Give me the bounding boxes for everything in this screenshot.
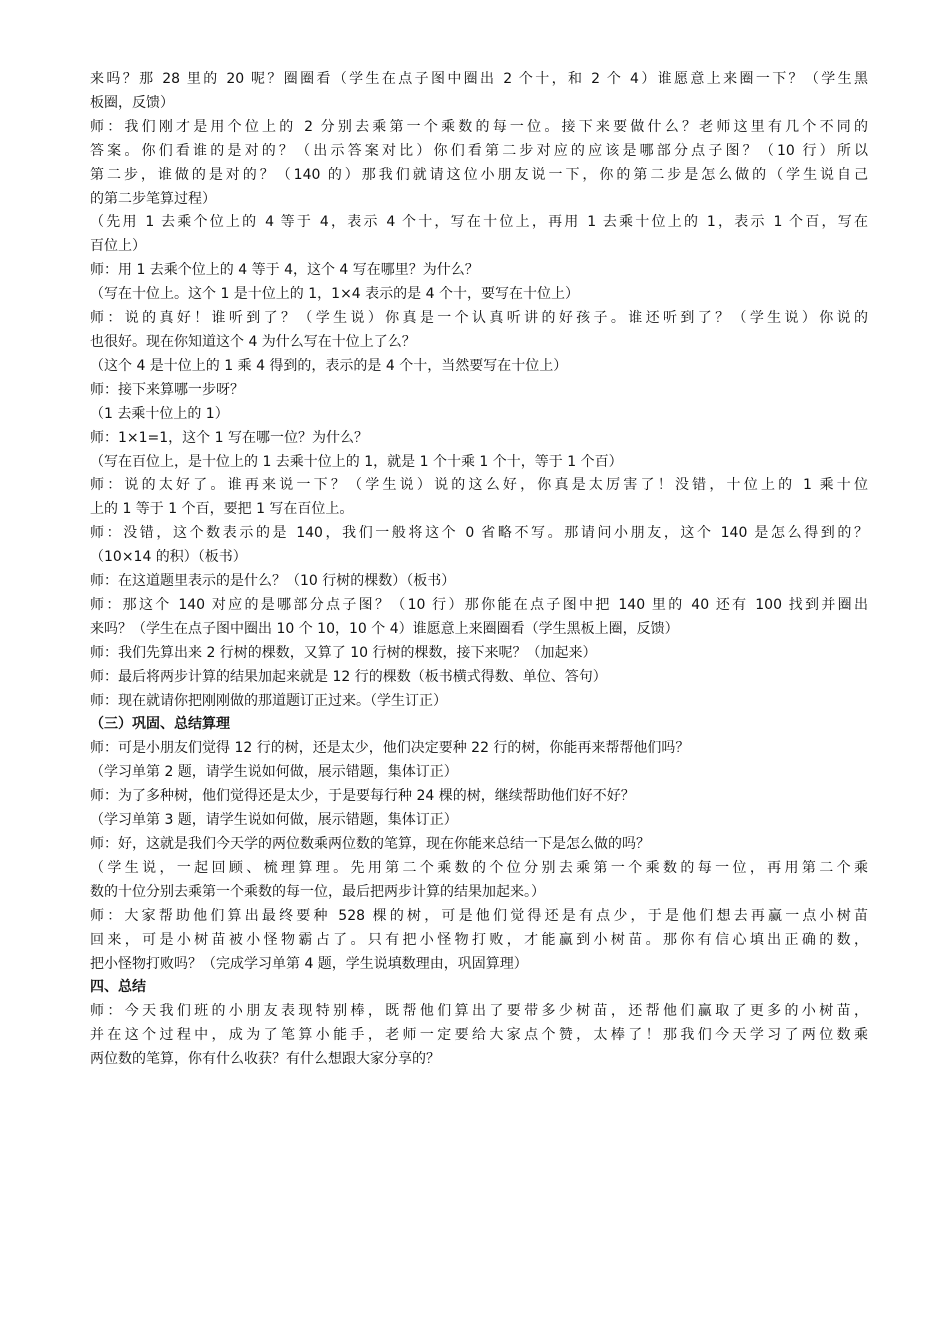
text-line: 上的 1 等于 1 个百，要把 1 写在百位上。 [90, 501, 354, 518]
text-line: 百位上） [90, 238, 146, 255]
text-line: 师：说的真好！谁听到了？（学生说）你真是一个认真听讲的好孩子。谁还听到了？（学生说）你说的 [90, 310, 868, 327]
text-line: （写在十位上。这个 1 是十位上的 1，1×4 表示的是 4 个十，要写在十位上） [90, 286, 579, 303]
text-line: （写在百位上，是十位上的 1 去乘十位上的 1，就是 1 个十乘 1 个十，等于 1 个百） [90, 453, 623, 470]
text-line: 师：我们刚才是用个位上的 2 分别去乘第一个乘数的每一位。接下来要做什么？老师这里有几个不同的 [90, 118, 868, 135]
text-line: 师：现在就请你把刚刚做的那道题订正过来。（学生订正） [90, 692, 447, 709]
text-line: 师：没错，这个数表示的是 140，我们一般将这个 0 省略不写。那请问小朋友，这个 140 是怎么得到的？ [90, 525, 868, 542]
text-line: 数的十位分别去乘第一个乘数的每一位，最后把两步计算的结果加起来。） [90, 883, 545, 900]
text-line: 师：1×1=1，这个 1 写在哪一位？为什么？ [90, 429, 368, 446]
text-line: （先用 1 去乘个位上的 4 等于 4，表示 4 个十，写在十位上，再用 1 去乘十位上的 1，表示 1 个百，写在 [90, 214, 868, 231]
text-line: 师：今天我们班的小朋友表现特别棒，既帮他们算出了要带多少树苗，还帮他们赢取了更多的小树苗， [90, 1003, 868, 1020]
text-line: 第二步，谁做的是对的？（140 的）那我们就请这位小朋友说一下，你的第二步是怎么做的（学生说自己 [90, 166, 868, 183]
text-line: 师：为了多种树，他们觉得还是太少，于是要每行种 24 棵的树，继续帮助他们好不好？ [90, 788, 635, 805]
text-line: （学生说，一起回顾、梳理算理。先用第二个乘数的个位分别去乘第一个乘数的每一位，再用第二个乘 [90, 859, 868, 876]
text-line: 也很好。现在你知道这个 4 为什么写在十位上了么？ [90, 333, 416, 350]
text-line: 师：接下来算哪一步呀？ [90, 381, 244, 398]
text-line: 师：用 1 去乘个位上的 4 等于 4，这个 4 写在哪里？为什么？ [90, 262, 479, 279]
text-line: 师：最后将两步计算的结果加起来就是 12 行的棵数（板书横式得数、单位、答句） [90, 668, 607, 685]
text-line: 师：可是小朋友们觉得 12 行的树，还是太少，他们决定要种 22 行的树，你能再来帮帮他们吗？ [90, 740, 690, 757]
text-line: （学习单第 3 题，请学生说如何做，展示错题，集体订正） [90, 812, 458, 829]
text-line: 师：我们先算出来 2 行树的棵数，又算了 10 行树的棵数，接下来呢？（加起来） [90, 644, 597, 661]
text-line: （这个 4 是十位上的 1 乘 4 得到的，表示的是 4 个十，当然要写在十位上） [90, 357, 568, 374]
text-line: 来吗？那 28 里的 20 呢？圈圈看（学生在点子图中圈出 2 个十，和 2 个 4）谁愿意上来圈一下？（学生黑 [90, 71, 868, 87]
text-line: 并在这个过程中，成为了笔算小能手，老师一定要给大家点个赞，太棒了！那我们今天学习了两位数乘 [90, 1027, 868, 1044]
text-line: 师：在这道题里表示的是什么？（10 行树的棵数）（板书） [90, 573, 456, 590]
text-line: 把小怪物打败吗？（完成学习单第 4 题，学生说填数理由，巩固算理） [90, 955, 528, 972]
text-line: 师：好，这就是我们今天学的两位数乘两位数的笔算，现在你能来总结一下是怎么做的吗？ [90, 836, 650, 852]
document-page [90, 68, 868, 1072]
text-line: 两位数的笔算，你有什么收获？有什么想跟大家分享的？ [90, 1051, 440, 1068]
section-heading: （三）巩固、总结算理 [90, 716, 230, 733]
text-line: 板圈，反馈） [90, 94, 174, 111]
section-heading: 四、总结 [90, 979, 146, 996]
text-line: （学习单第 2 题，请学生说如何做，展示错题，集体订正） [90, 764, 458, 781]
text-line: 答案。你们看谁的是对的？（出示答案对比）你们看第二步对应的应该是哪部分点子图？（10 行）所以 [90, 142, 868, 159]
text-line: （10×14 的积）（板书） [90, 549, 247, 566]
text-line: （1 去乘十位上的 1） [90, 405, 229, 422]
text-line: 师：说的太好了。谁再来说一下？（学生说）说的这么好，你真是太厉害了！没错，十位上的 1 乘十位 [90, 477, 868, 494]
text-line: 的第二步笔算过程） [90, 190, 216, 207]
text-line: 师：那这个 140 对应的是哪部分点子图？（10 行）那你能在点子图中把 140 里的 40 还有 100 找到并圈出 [90, 596, 868, 613]
text-line: 来吗？（学生在点子图中圈出 10 个 10，10 个 4）谁愿意上来圈圈看（学生黑板上圈，反馈） [90, 620, 679, 637]
text-line: 回来，可是小树苗被小怪物霸占了。只有把小怪物打败，才能赢到小树苗。那你有信心填出正确的数， [90, 931, 868, 948]
text-line: 师：大家帮助他们算出最终要种 528 棵的树，可是他们觉得还是有点少，于是他们想去再赢一点小树苗 [90, 907, 868, 924]
